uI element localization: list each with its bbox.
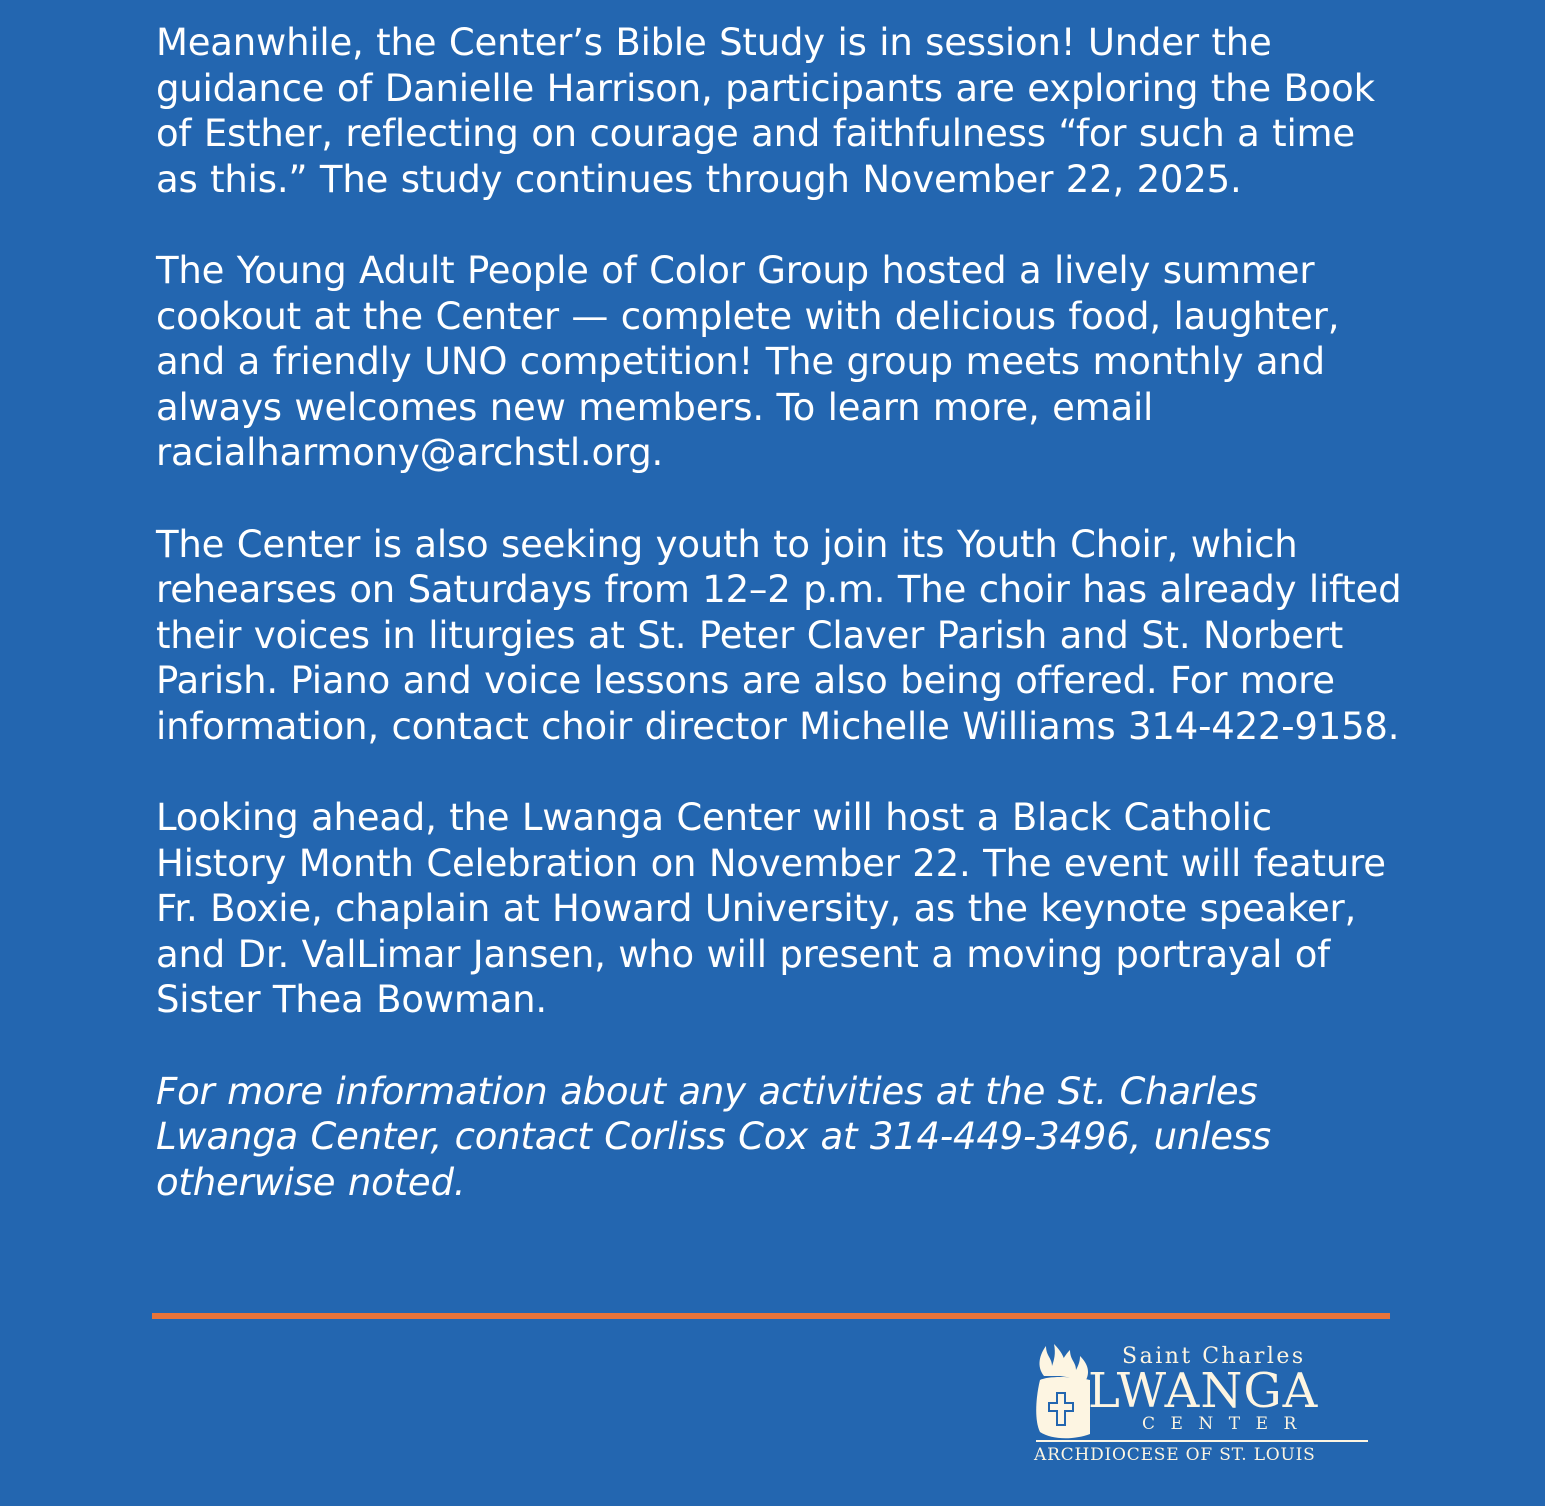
- logo-center: CENTER: [1142, 1414, 1312, 1434]
- contact-note: For more information about any activities at the St. Charles Lwanga Center, contact Corliss Cox at 314-449-3496, unless otherwise noted.: [156, 1069, 1271, 1204]
- paragraph-bible-study: Meanwhile, the Center’s Bible Study is in session! Under the guidance of Danielle Harrison, participants are exploring the Book of Esther, reflecting on courage and faithfulness “for such a time as this.” The study continues through November 22, 2025.: [156, 21, 1375, 201]
- logo-underline: [1036, 1440, 1368, 1442]
- logo-saint-charles: Saint Charles: [1122, 1344, 1306, 1369]
- paragraph-youth-choir: The Center is also seeking youth to join its Youth Choir, which rehearses on Saturdays from 12–2 p.m. The choir has already lifted their voices in liturgies at St. Peter Claver Parish and St. Norbert Parish. Piano and voice lessons are also being offered. For more information, contact choir director Michelle Williams 314-422-9158.: [156, 522, 1402, 748]
- article-body: [156, 20, 1406, 1205]
- lwanga-center-logo: [1030, 1336, 1370, 1466]
- logo-archdiocese: ARCHDIOCESE OF ST. LOUIS: [1034, 1445, 1316, 1465]
- paragraph-history-month: Looking ahead, the Lwanga Center will host a Black Catholic History Month Celebration on November 22. The event will feature Fr. Boxie, chaplain at Howard University, as the keynote speaker, and Dr. ValLimar Jansen, who will present a moving portrayal of Sister Thea Bowman.: [156, 796, 1386, 1021]
- logo-lwanga: LWANGA: [1088, 1363, 1319, 1419]
- paragraph-young-adult-group: The Young Adult People of Color Group hosted a lively summer cookout at the Center — complete with delicious food, laughter, and a friendly UNO competition! The group meets monthly and always welcomes new members. To learn more, email racialharmony@archstl.org.: [156, 249, 1340, 474]
- orange-divider: [152, 1313, 1390, 1319]
